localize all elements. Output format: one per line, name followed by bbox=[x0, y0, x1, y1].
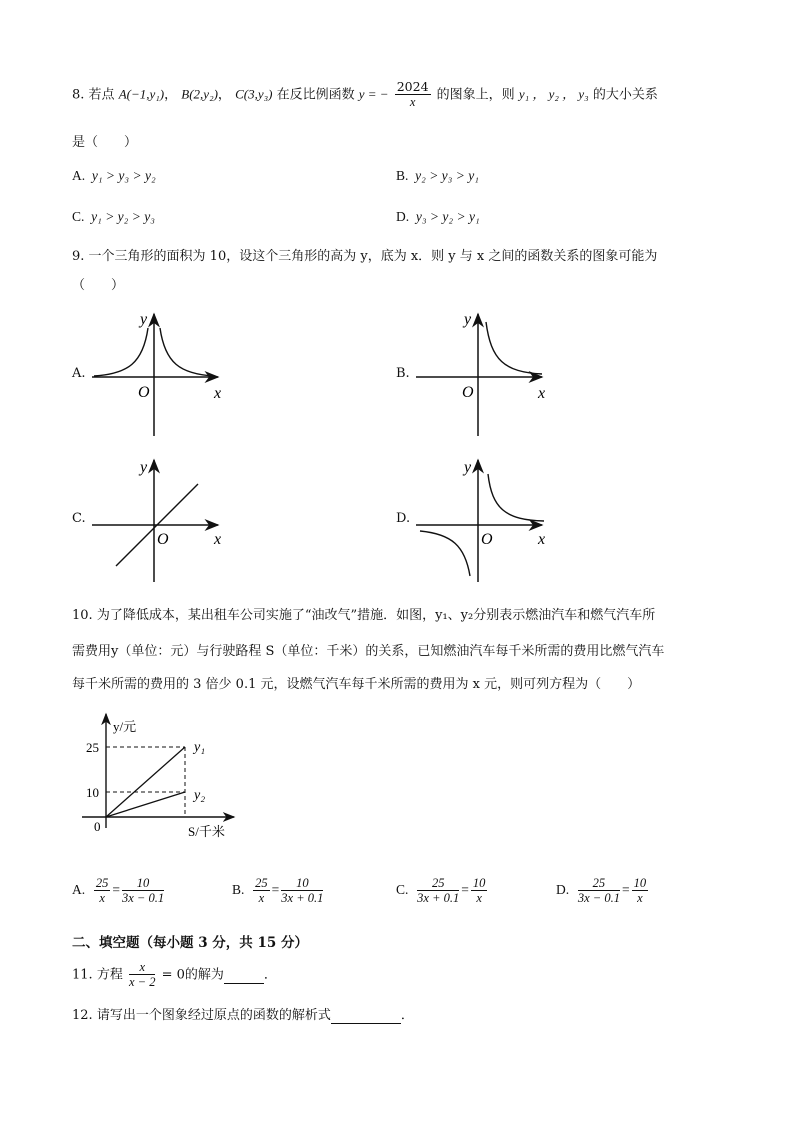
q9-graph-b-label[interactable]: B. bbox=[396, 366, 410, 381]
q11-text-a: 方程 bbox=[96, 967, 123, 983]
q11-fraction bbox=[129, 960, 155, 990]
q9-graph-d bbox=[412, 454, 562, 586]
q9-b-origin: O bbox=[462, 384, 474, 401]
q11-num: x bbox=[129, 960, 155, 975]
q9-a-origin: O bbox=[138, 384, 150, 401]
q10-line3: 每千米所需的费用的 3 倍少 0.1 元，设燃气汽车每千米所需的费用为 x 元，则可列方程为（ ） bbox=[72, 677, 641, 692]
q9-b-curve bbox=[486, 322, 542, 374]
q8-sep1: ， bbox=[164, 87, 178, 103]
q11-end: ． bbox=[263, 967, 277, 983]
q8-option-b-label: B. bbox=[396, 168, 409, 183]
q12-text: 请写出一个图象经过原点的函数的解析式 bbox=[96, 1008, 331, 1023]
section2-heading bbox=[72, 931, 308, 951]
q10-label-y1: y₁ bbox=[194, 740, 206, 755]
q10-tick-10: 10 bbox=[86, 785, 99, 800]
q10-y-axis-label: y/元 bbox=[113, 719, 137, 734]
q10-option-b[interactable]: B. $\frac{25}{x}$ = $\frac{10}{3x + 0.1}$ bbox=[232, 876, 324, 905]
q9-d-curve-upper bbox=[488, 474, 544, 521]
q11-eq: = 0 bbox=[161, 967, 185, 983]
q9-line1 bbox=[72, 245, 657, 264]
q8-text-c: 的图象上，则 bbox=[436, 87, 515, 103]
section2-title: 二、填空题（每小题 3 分，共 15 分） bbox=[72, 935, 308, 951]
q8-func-den: x bbox=[409, 95, 416, 109]
q8-option-d[interactable] bbox=[396, 209, 480, 225]
q10-option-b-label: B. bbox=[232, 882, 245, 898]
q8-option-c-label: C. bbox=[72, 209, 85, 224]
q10-a-den2: 3x − 0.1 bbox=[122, 891, 165, 905]
q8-point-a: A(−1,y₁) bbox=[118, 86, 165, 102]
q9-graph-a-label[interactable]: A. bbox=[72, 366, 86, 381]
q8-text-a: 若点 bbox=[88, 87, 115, 103]
q9-b-y-label: y bbox=[464, 311, 472, 328]
q8-text-b: 在反比例函数 bbox=[276, 87, 355, 103]
q8-option-a-label: A. bbox=[72, 168, 86, 183]
q8-option-c-content: y₁ > y₂ > y₃ bbox=[91, 209, 155, 224]
q10-tick-25: 25 bbox=[86, 740, 99, 755]
q10-option-c[interactable]: C. $\frac{25}{3x + 0.1}$ = $\frac{10}{x}$ bbox=[396, 876, 486, 905]
q10-label-y2: y₂ bbox=[194, 788, 206, 803]
q10-line1 bbox=[72, 604, 655, 623]
q8-option-b-content: y₂ > y₃ > y₁ bbox=[415, 168, 479, 183]
q9-d-origin: O bbox=[481, 531, 493, 548]
q10-chart bbox=[76, 710, 246, 842]
q9-graph-d-label[interactable]: D. bbox=[396, 511, 411, 526]
q9-number: 9. bbox=[72, 249, 85, 264]
q8-func-lhs: y = − bbox=[358, 86, 389, 102]
q9-a-curve-left bbox=[94, 328, 148, 376]
q9-line2: （ ） bbox=[72, 278, 125, 293]
q8-option-b[interactable] bbox=[396, 168, 479, 184]
q9-d-x-label: x bbox=[538, 531, 546, 548]
q10-d-den2: x bbox=[637, 891, 643, 905]
q10-line2: 需费用y（单位：元）与行驶路程 S（单位：千米）的关系，已知燃油汽车每千米所需的费用比燃气汽车 bbox=[72, 644, 665, 659]
q12-answer-blank[interactable] bbox=[331, 1008, 401, 1024]
q10-origin: 0 bbox=[94, 819, 101, 834]
q9-graph-c-label[interactable]: C. bbox=[72, 511, 86, 526]
q10-c-den1: 3x + 0.1 bbox=[417, 891, 460, 905]
q9-d-curve-lower bbox=[420, 531, 470, 576]
q10-option-a-label: A. bbox=[72, 882, 86, 898]
q9-a-curve-right bbox=[160, 328, 214, 376]
q10-a-num1: 25 bbox=[95, 876, 109, 890]
q8-option-d-content: y₃ > y₂ > y₁ bbox=[415, 209, 480, 224]
q8-text-d: 的大小关系 bbox=[592, 87, 658, 103]
q10-line-y1 bbox=[106, 747, 185, 817]
q11-answer-blank[interactable] bbox=[224, 968, 264, 984]
q12-number: 12. bbox=[72, 1008, 93, 1023]
q10-option-a[interactable]: A. $\frac{25}{x}$ = $\frac{10}{3x - 0.1}$ bbox=[72, 876, 165, 905]
q11-den: x − 2 bbox=[128, 975, 156, 989]
q8-number: 8. bbox=[72, 87, 85, 103]
q9-a-x-label: x bbox=[214, 385, 222, 402]
q9-c-x-label: x bbox=[214, 531, 222, 548]
q10-d-den1: 3x − 0.1 bbox=[577, 891, 620, 905]
q9-text: 一个三角形的面积为 10，设这个三角形的高为 y，底为 x．则 y 与 x 之间的函数关系的图象可能为 bbox=[88, 249, 658, 264]
q10-c-num2: 10 bbox=[472, 876, 486, 890]
q10-c-num1: 25 bbox=[417, 876, 459, 891]
q10-number: 10. bbox=[72, 608, 93, 623]
q8-option-d-label: D. bbox=[396, 209, 410, 224]
q10-d-num2: 10 bbox=[633, 876, 647, 890]
q10-b-den1: x bbox=[258, 891, 265, 905]
q9-graph-b bbox=[412, 308, 562, 440]
q10-option-d[interactable]: D. $\frac{25}{3x - 0.1}$ = $\frac{10}{x}$ bbox=[556, 876, 647, 905]
q9-a-y-label: y bbox=[140, 311, 148, 328]
q12-end: ． bbox=[400, 1008, 414, 1023]
q9-graph-a bbox=[88, 308, 238, 440]
q10-option-d-label: D. bbox=[556, 882, 570, 898]
q10-line1-text: 为了降低成本，某出租车公司实施了“油改气”措施．如图，y₁、y₂分别表示燃油汽车和燃气汽车所 bbox=[96, 608, 656, 623]
q10-option-c-label: C. bbox=[396, 882, 409, 898]
q9-b-x-label: x bbox=[538, 385, 546, 402]
q8-vars: y₁ ， y₂ ， y₃ bbox=[518, 86, 589, 102]
q10-line-y2 bbox=[106, 792, 185, 817]
q10-b-den2: 3x + 0.1 bbox=[281, 891, 324, 905]
q8-func-fraction bbox=[395, 80, 431, 110]
q8-option-c[interactable] bbox=[72, 209, 155, 225]
q8-option-a-content: y₁ > y₃ > y₂ bbox=[91, 168, 156, 183]
q10-x-axis-label: S/千米 bbox=[188, 824, 225, 839]
q8-option-a[interactable] bbox=[72, 168, 156, 184]
q8-point-c: C(3,y₃) bbox=[235, 86, 273, 102]
q11-number: 11. bbox=[72, 967, 93, 983]
q9-d-y-label: y bbox=[464, 459, 472, 476]
q10-b-num2: 10 bbox=[281, 876, 323, 891]
q10-a-den1: x bbox=[99, 891, 105, 905]
q8-point-b: B(2,y₂) bbox=[181, 86, 218, 102]
q11-text-b: 的解为 bbox=[184, 967, 224, 983]
q10-a-num2: 10 bbox=[122, 876, 164, 891]
q10-c-den2: x bbox=[476, 891, 482, 905]
q10-d-num1: 25 bbox=[578, 876, 620, 891]
q8-func-num: 2024 bbox=[396, 79, 429, 94]
q8-sep2: ， bbox=[217, 87, 231, 103]
q9-graph-c bbox=[88, 454, 238, 586]
q12-line bbox=[72, 1004, 414, 1024]
q11-line bbox=[72, 960, 277, 990]
q10-b-num1: 25 bbox=[255, 876, 268, 890]
q9-c-y-label: y bbox=[140, 459, 148, 476]
q8-line2: 是（ ） bbox=[72, 135, 138, 150]
q8-line1 bbox=[72, 80, 658, 110]
q9-c-origin: O bbox=[157, 531, 169, 548]
